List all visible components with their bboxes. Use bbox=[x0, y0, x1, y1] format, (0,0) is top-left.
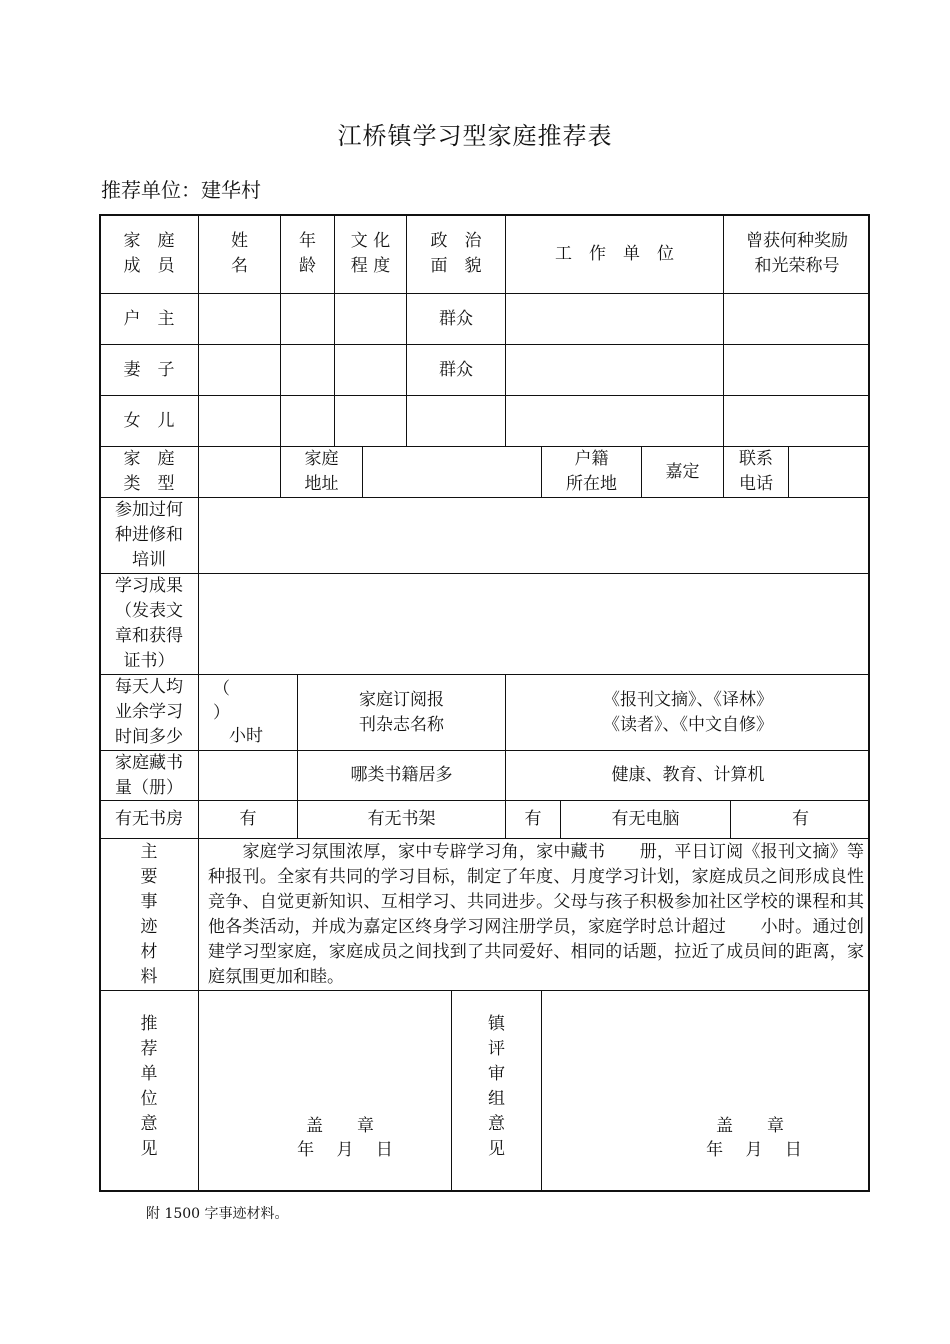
family-type-label: 家 庭 类 型 bbox=[123, 449, 175, 494]
form-title: 江桥镇学习型家庭推荐表 bbox=[337, 122, 613, 150]
deeds-text: 家庭学习氛围浓厚，家中专辟学习角，家中藏书 册，平日订阅《报刊文摘》等 种报刊。全家有共同的学习目标，制定了年度、月度学习计划，家庭成员之间形成良性竞争、自觉更新知识、互相学习、共同进步。父母与孩子积极参加社区学校的课程和其他各类活动，并成为嘉定区终身学习网注册学员，家庭学时总计超过 小时。通过创建学习型家庭，家庭成员之间找到了共同爱好、相同的话题，拉近了成员间的距离，家庭氛围更加和睦。 bbox=[208, 842, 881, 987]
books-label: 家庭藏书 量（册） bbox=[115, 752, 183, 798]
footer-note: 附 1500 字事迹材料。 bbox=[146, 1206, 289, 1222]
member-role-daughter: 女 儿 bbox=[123, 410, 175, 431]
study-time-unit: 小时 bbox=[229, 726, 263, 746]
header-name: 姓 名 bbox=[231, 231, 248, 276]
household-label: 户籍 所在地 bbox=[566, 449, 617, 494]
header-political-status: 政 治 面 貌 bbox=[430, 231, 482, 276]
recommend-seal: 盖 章 bbox=[306, 1116, 374, 1136]
book-types-label: 哪类书籍居多 bbox=[350, 765, 453, 785]
study-time-close-paren: ） bbox=[213, 703, 230, 723]
study-time-label: 每天人均 业余学习 时间多少 bbox=[115, 677, 183, 747]
computer-label: 有无电脑 bbox=[611, 809, 680, 829]
bookshelf-value: 有 bbox=[524, 809, 542, 829]
member-role-head: 户 主 bbox=[123, 308, 175, 329]
recommend-date: 年 月 日 bbox=[297, 1140, 393, 1160]
subscriptions-value: 《报刊文摘》、《译林》 《读者》、《中文自修》 bbox=[603, 689, 773, 735]
phone-label: 联系 电话 bbox=[739, 449, 773, 494]
bookshelf-label: 有无书架 bbox=[367, 809, 436, 829]
header-education: 文 化 程 度 bbox=[350, 231, 391, 276]
member-role-wife: 妻 子 bbox=[123, 359, 175, 380]
header-family-members: 家 庭 成 员 bbox=[123, 231, 175, 276]
town-opinion-label: 镇 评 审 组 意 见 bbox=[488, 1014, 505, 1159]
study-room-label: 有无书房 bbox=[115, 809, 183, 829]
town-date: 年 月 日 bbox=[706, 1140, 802, 1160]
household-value: 嘉定 bbox=[665, 461, 700, 482]
subscriptions-label: 家庭订阅报 刊杂志名称 bbox=[359, 689, 444, 735]
member-politics-head: 群众 bbox=[439, 308, 473, 329]
training-label: 参加过何 种进修和 培训 bbox=[115, 500, 183, 570]
recommend-opinion-label: 推 荐 单 位 意 见 bbox=[140, 1014, 158, 1159]
computer-value: 有 bbox=[792, 809, 809, 829]
book-types-value: 健康、教育、计算机 bbox=[611, 765, 765, 785]
header-awards: 曾获何种奖励 和光荣称号 bbox=[746, 231, 848, 276]
study-room-value: 有 bbox=[239, 809, 257, 829]
achievements-label: 学习成果 （发表文 章和获得 证书） bbox=[115, 576, 183, 671]
town-seal: 盖 章 bbox=[716, 1116, 784, 1136]
study-time-open-paren: （ bbox=[213, 679, 230, 699]
deeds-label: 主 要 事 迹 材 料 bbox=[140, 841, 158, 987]
recommending-unit: 推荐单位：建华村 bbox=[101, 178, 261, 202]
member-politics-wife: 群众 bbox=[439, 359, 473, 380]
header-work-unit: 工 作 单 位 bbox=[555, 243, 674, 264]
header-age: 年 龄 bbox=[299, 231, 316, 276]
family-address-label: 家庭 地址 bbox=[304, 449, 339, 494]
